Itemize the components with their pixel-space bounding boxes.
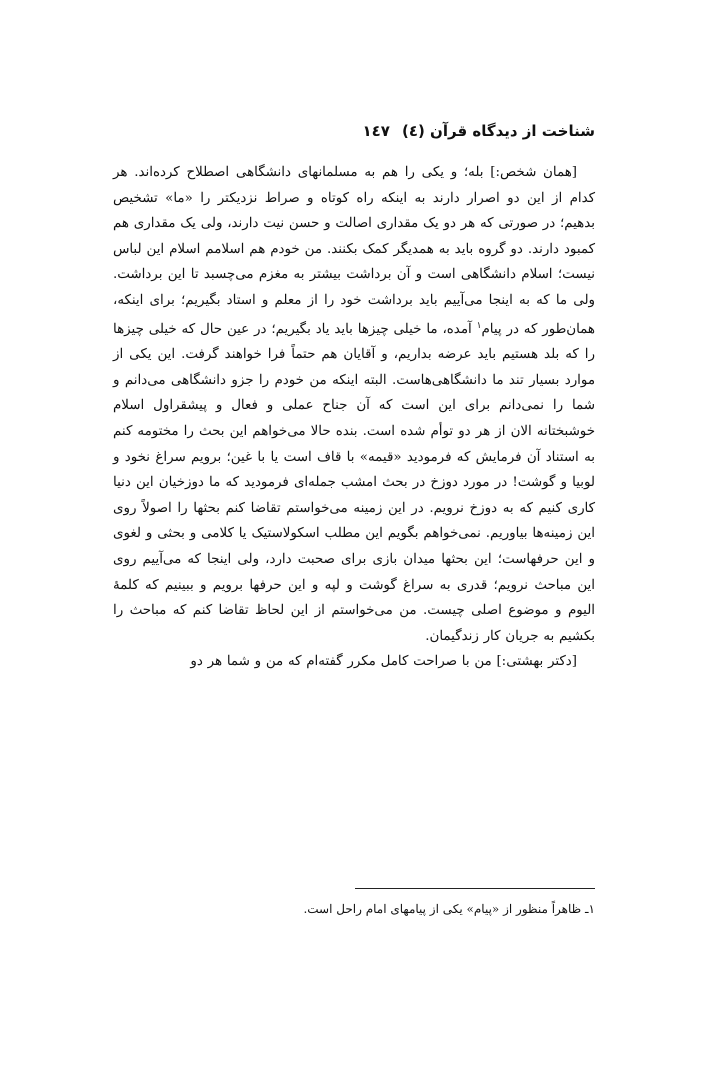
body-text bbox=[113, 160, 595, 675]
chapter-title: شناخت از دیدگاه قرآن (٤) bbox=[401, 122, 595, 140]
paragraph-text: [همان شخص:] بله؛ و یکی را هم به مسلمانهای دانشگاهی اصطلاح کرده‌اند. هر کدام از این دو اصرار دارند به اینکه راه کوتاه و صراط نزدیکتر را «ما» تشخیص بدهیم؛ در صورتی که هر دو یک مقداری اصالت و حسن نیت دارند، ولی یک مقداری هم کمبود دارند. دو گروه باید به همدیگر کمک بکنند. من خودم هم اسلامم اسلام این لباس نیست؛ اسلام دانشگاهی است و آن برداشت بیشتر به مغزم می‌چسبد تا این برداشت. ولی ما که به اینجا می‌آییم باید برداشت خود را از معلم و استاد بگیریم؛ برای اینکه، همان‌طور که در پیام bbox=[113, 165, 595, 337]
footnote-divider bbox=[355, 888, 595, 889]
page-number: ١٤٧ bbox=[362, 122, 390, 140]
paragraph bbox=[113, 649, 595, 675]
paragraph-text: [دکتر بهشتی:] من با صراحت کامل مکرر گفته‌ام که من و شما هر دو bbox=[190, 654, 577, 670]
running-header bbox=[113, 118, 595, 144]
footnote: ١ـ ظاهراً منظور از «پیام» یکی از پیامهای امام راحل است. bbox=[303, 902, 595, 916]
book-page bbox=[113, 118, 595, 918]
paragraph-text-continued: آمده، ما خیلی چیزها باید یاد بگیریم؛ در عین حال که خیلی چیزها را که بلد هستیم باید عرضه بداریم، و آقایان هم حتماً فرا خواهند گرفت. این یکی از موارد بسیار تند ما دانشگاهی‌هاست. البته اینکه من خودم را جزو دانشگاهی می‌دانم و شما را نمی‌دانم برای این است که آن جناح عملی و فعال و پیشقراول اسلام خوشبختانه الان از هر دو توأم شده است. بنده حالا می‌خواهم این بحث را مختومه کنم به استناد آن فرمایش که فرمودید «قیمه» با قاف است یا با غین؛ برویم سراغ نخود و لوبیا و گوشت! در مورد دوزخ در بحث امشب جمله‌ای فرمودید که ما دوزخیان این دنیا کاری کنیم که به دوزخ نرویم. در این زمینه می‌خواستم تقاضا کنم بحثها را اصولاً روی این زمینه‌ها بیاوریم. نمی‌خواهم بگویم این مطلب اسکولاستیک یا کلامی و بحثی و لغوی و این حرفهاست؛ این بحثها میدان بازی برای صحبت دارد، ولی اینجا که می‌آییم روی این مباحث نرویم؛ قدری به سراغ گوشت و لپه و این حرفها برویم و ببینیم که کلمهٔ الیوم و موضوع اصلی چیست. من می‌خواستم از این لحاظ تقاضا کنم که مباحث را بکشیم به جریان کار زندگیمان. bbox=[113, 321, 595, 644]
footnote-marker: ١ bbox=[476, 320, 482, 331]
paragraph bbox=[113, 160, 595, 649]
